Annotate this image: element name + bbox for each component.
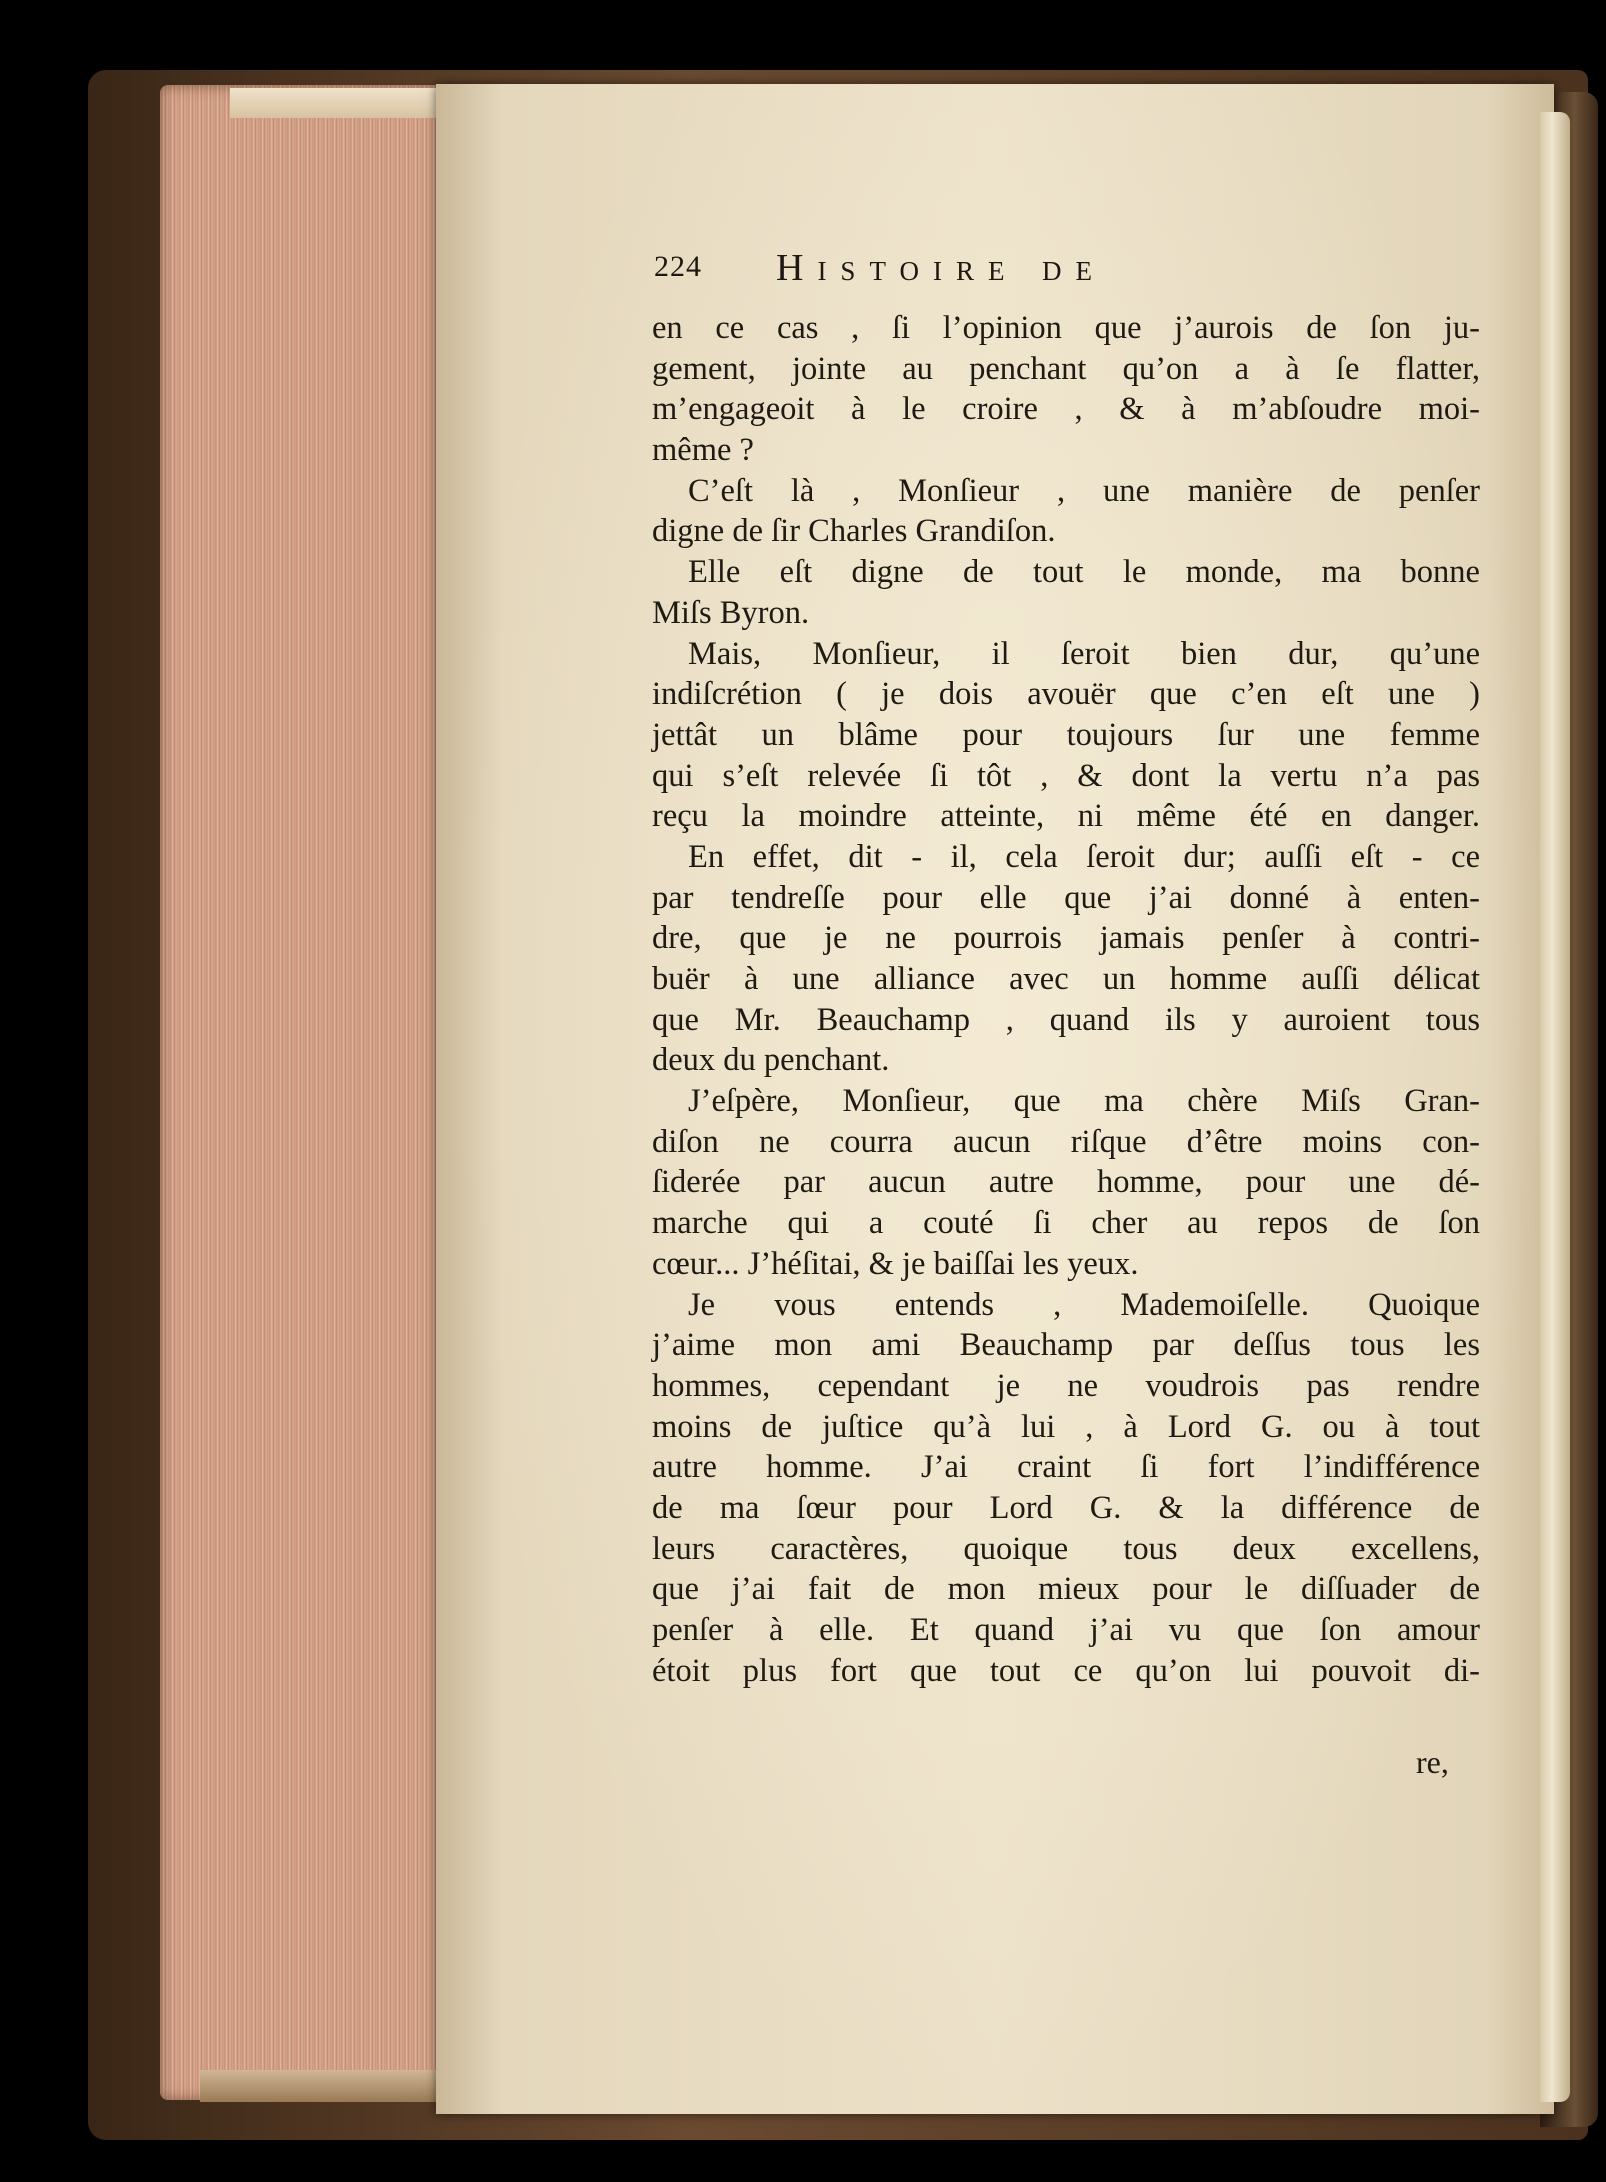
text-line: qui s’eſt relevée ſi tôt , & dont la vertu n’a pas [652,757,1480,794]
text-line: J’eſpère, Monſieur, que ma chère Miſs Gran- [688,1083,1480,1120]
text-line: Mais, Monſieur, il ſeroit bien dur, qu’une [688,635,1480,672]
text-line: jettât un blâme pour toujours ſur une femme [652,716,1480,753]
text-line: deux du penchant. [652,1042,890,1079]
text-line: C’eſt là , Monſieur , une manière de penſer [688,472,1480,509]
catchword: re, [1416,1744,1449,1780]
text-line: de ma ſœur pour Lord G. & la différence de [652,1489,1480,1526]
text-line: même ? [652,432,754,469]
text-line: diſon ne courra aucun riſque d’être moins con- [652,1123,1480,1160]
page-edges-top [230,88,445,118]
text-line: moins de juſtice qu’à lui , à Lord G. ou à tout [652,1408,1480,1445]
text-line: buër à une alliance avec un homme auſſi délicat [652,961,1480,997]
text-line: en ce cas , ſi l’opinion que j’aurois de ſon ju- [652,310,1480,346]
body-text [652,308,1480,1691]
text-line: gement, jointe au penchant qu’on a à ſe flatter, [652,350,1480,387]
text-line: penſer à elle. Et quand j’ai vu que ſon amour [652,1612,1480,1648]
text-line: j’aime mon ami Beauchamp par deſſus tous les [652,1327,1480,1364]
text-line: Miſs Byron. [652,594,810,631]
text-line: marche qui a couté ſi cher au repos de ſon [652,1205,1480,1242]
page-gutter-fold [1540,112,1570,2102]
text-line: leurs caractères, quoique tous deux excellens, [652,1530,1480,1567]
page-number: 224 [654,250,702,283]
text-line: hommes, cependant je ne voudrois pas rendre [652,1367,1480,1404]
text-line: autre homme. J’ai craint ſi fort l’indifférence [652,1449,1480,1486]
text-line: En effet, dit - il, cela ſeroit dur; auſſi eſt - ce [688,838,1480,875]
text-line: indiſcrétion ( je dois avouër que c’en eſt une ) [652,676,1480,713]
running-title: Histoire de [776,247,1106,289]
text-line: dre, que je ne pourrois jamais penſer à contri- [652,920,1480,957]
text-line: que Mr. Beauchamp , quand ils y auroient tous [652,1001,1480,1038]
text-line: cœur... J’héſitai, & je baiſſai les yeux. [652,1245,1139,1282]
text-line: par tendreſſe pour elle que j’ai donné à enten- [652,879,1480,916]
text-line: étoit plus fort que tout ce qu’on lui pouvoit di- [652,1652,1480,1689]
text-line: ſiderée par aucun autre homme, pour une dé- [652,1164,1480,1201]
text-line: digne de ſir Charles Grandiſon. [652,513,1056,550]
text-line: reçu la moindre atteinte, ni même été en danger. [652,798,1480,835]
text-line: que j’ai fait de mon mieux pour le diſſuader de [652,1571,1480,1608]
page-edges [160,85,448,2100]
page-edges-bottom [200,2070,445,2102]
text-line: Je vous entends , Mademoiſelle. Quoique [688,1286,1480,1323]
text-line: m’engageoit à le croire , & à m’abſoudre moi- [652,391,1480,428]
text-line: Elle eſt digne de tout le monde, ma bonne [688,554,1480,591]
running-head [654,247,1304,296]
